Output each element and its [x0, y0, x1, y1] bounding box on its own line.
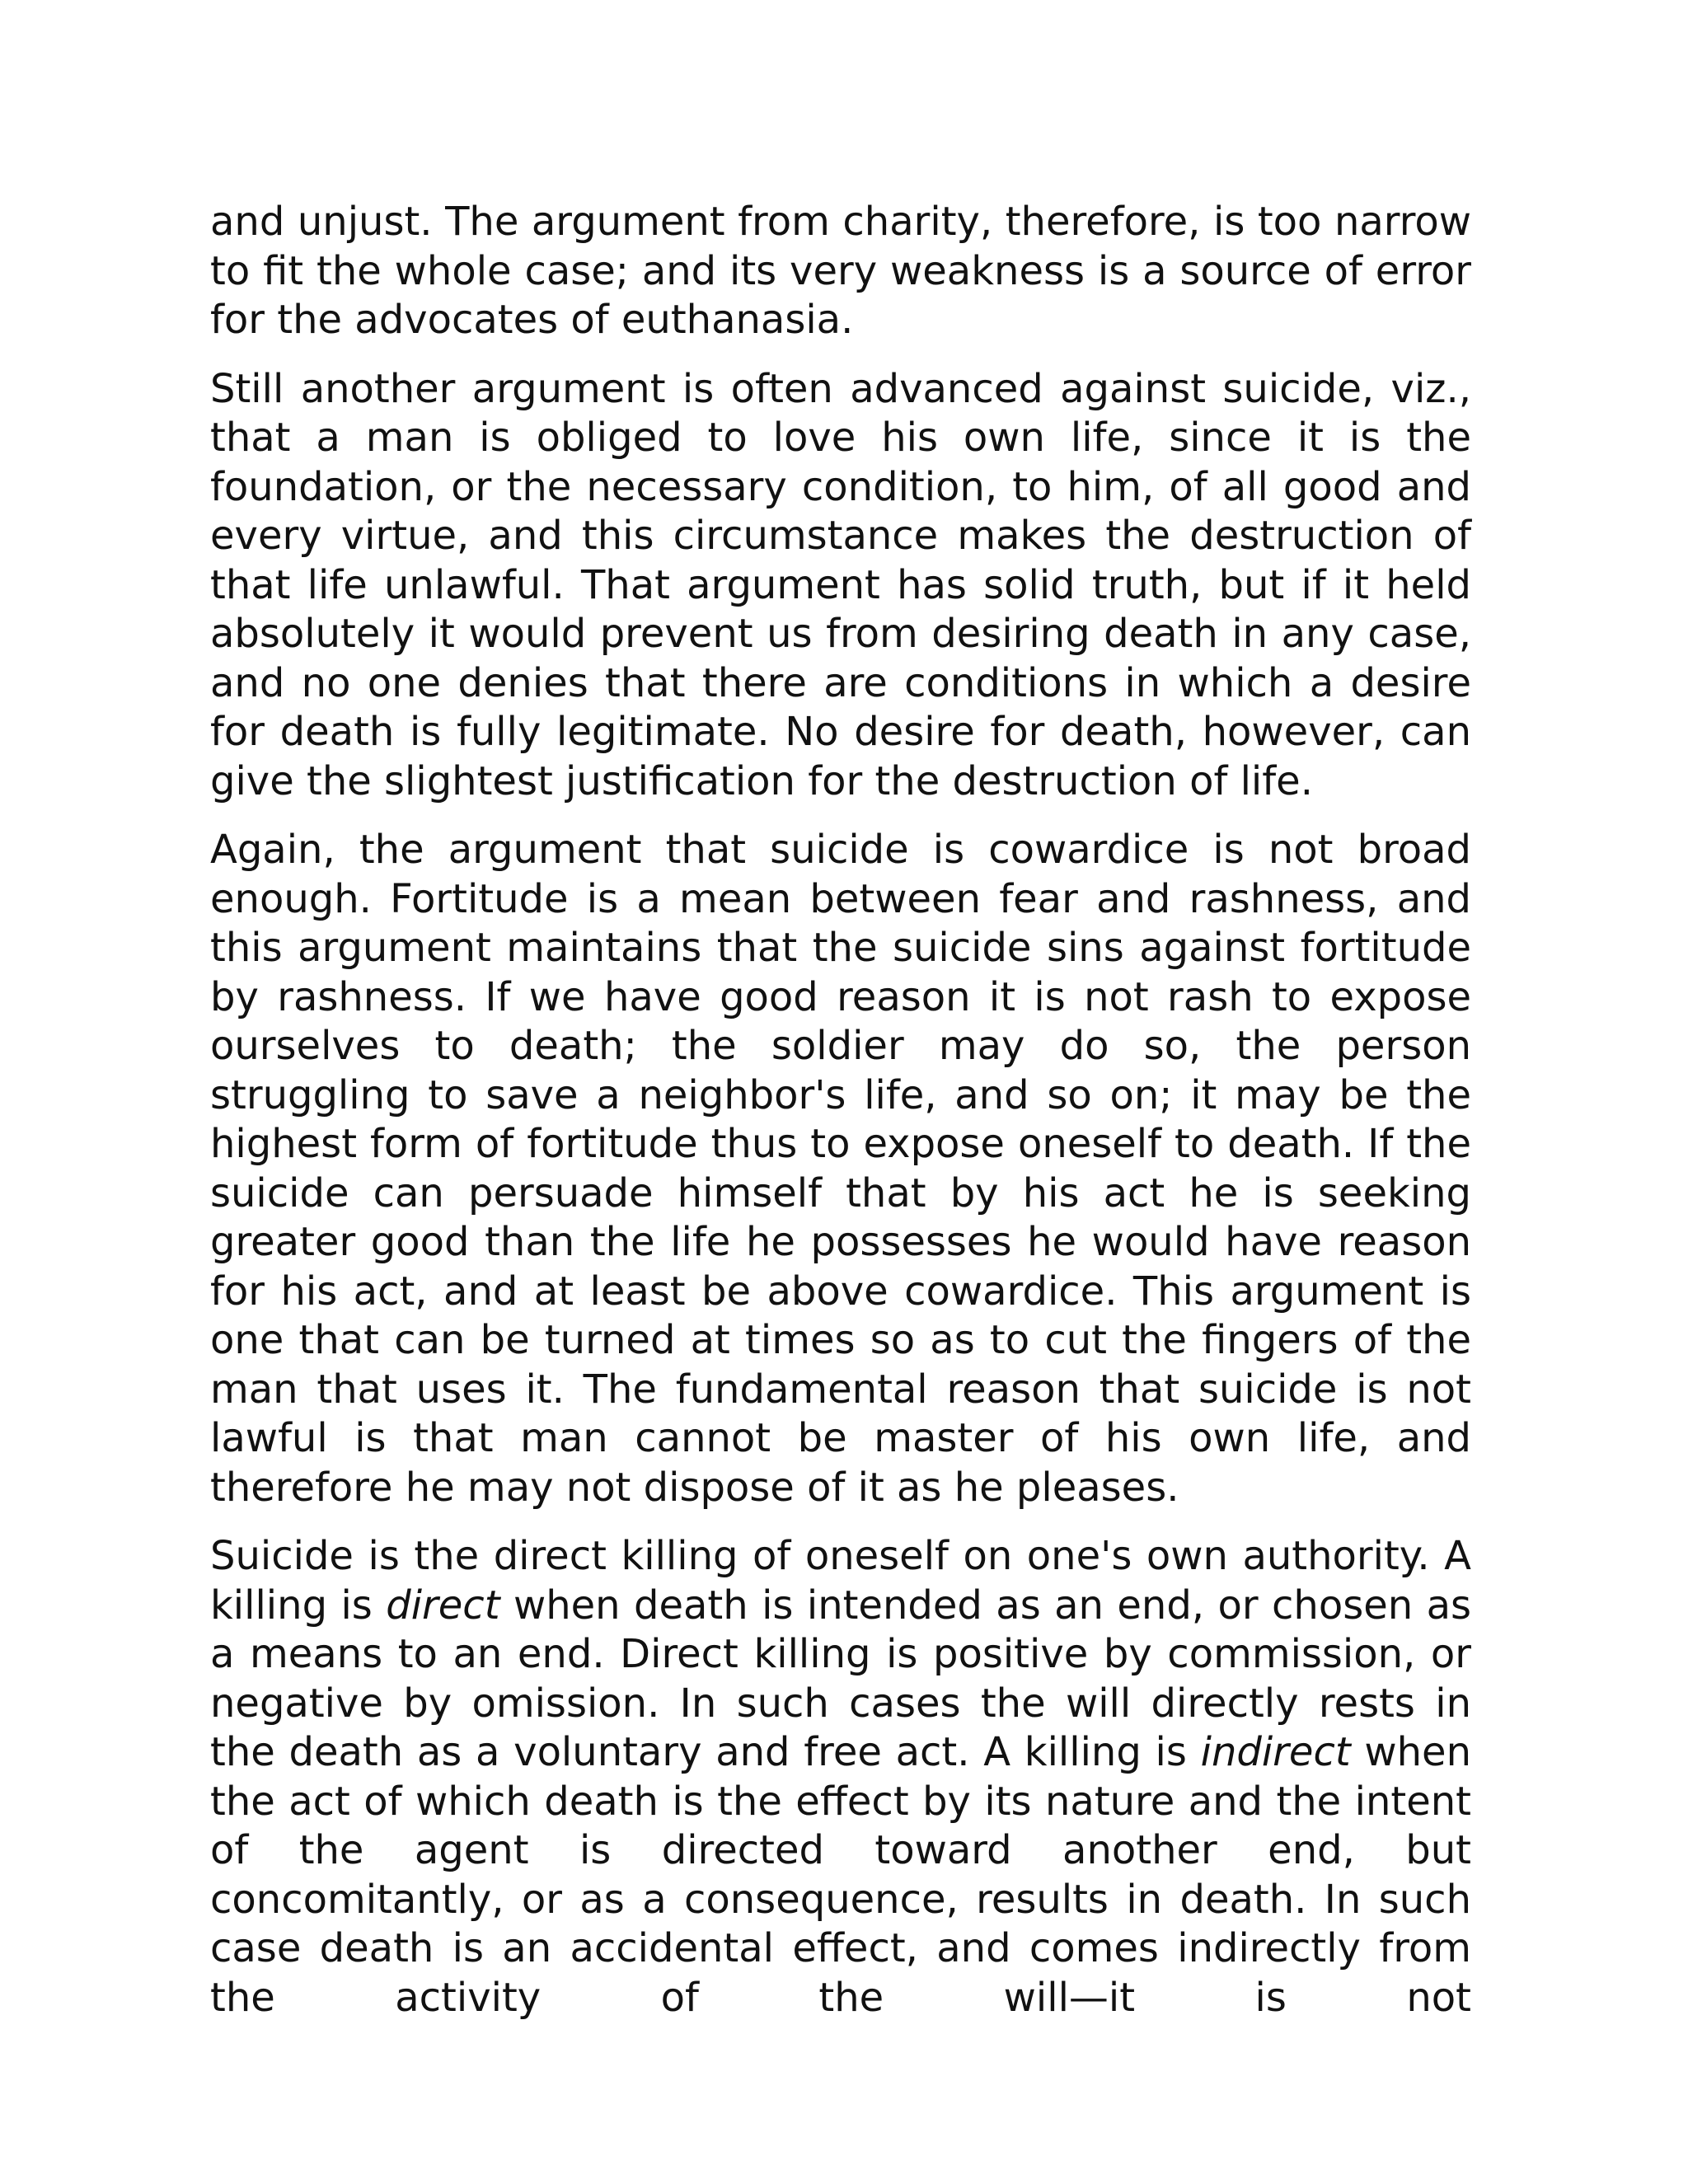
- italic-term-indirect: indirect: [1200, 1729, 1351, 1775]
- paragraph-text: and unjust. The argument from charity, therefore, is too narrow to fit the whole case; and its very weakness is a source of error for the advocates of euthanasia.: [210, 199, 1471, 343]
- paragraph-text: when the act of which death is the effect by its nature and the intent of the agent is directed toward another end, but concomitantly, or as a consequence, results in death. In such case death is an accidental effect, and comes indirectly from the activity of the will—it is not: [210, 1729, 1472, 2021]
- paragraph-text: Again, the argument that suicide is cowardice is not broad enough. Fortitude is a mean between fear and rashness, and this argument maintains that the suicide sins against fortitude by rashness. If we have good reason it is not rash to expose ourselves to death; the soldier may do so, the person struggling to save a neighbor's life, and so on; it may be the highest form of fortitude thus to expose oneself to death. If the suicide can persuade himself that by his act he is seeking greater good than the life he possesses he would have reason for his act, and at least be above cowardice. This argument is one that can be turned at times so as to cut the fingers of the man that uses it. The fundamental reason that suicide is not lawful is that man cannot be master of his own life, and therefore he may not dispose of it as he pleases.: [210, 827, 1471, 1511]
- paragraph-text: when death is intended as an end, or chosen as a means to an end. Direct killing is positive by commission, or negative by omission. In such cases the will directly rests in the death as a voluntary and free act. A killing is: [210, 1582, 1472, 1775]
- paragraph-text: Still another argument is often advanced against suicide, viz., that a man is obliged to love his own life, since it is the foundation, or the necessary condition, to him, of all good and every virtue, and this circumstance makes the destruction of that life unlawful. That argument has solid truth, but if it held absolutely it would prevent us from desiring death in any case, and no one denies that there are conditions in which a desire for death is fully legitimate. No desire for death, however, can give the slightest justification for the destruction of life.: [210, 365, 1471, 804]
- paragraph-suicide-definition: [210, 1532, 1471, 2022]
- paragraph-charity-argument: [210, 198, 1471, 345]
- paragraph-love-of-life-argument: [210, 365, 1471, 807]
- italic-term-direct: direct: [386, 1582, 500, 1629]
- body-text: [210, 198, 1471, 2042]
- paragraph-cowardice-argument: [210, 826, 1471, 1512]
- paragraph-text: Suicide is the direct killing of oneself on one's own authority. A killing is: [210, 1533, 1471, 1629]
